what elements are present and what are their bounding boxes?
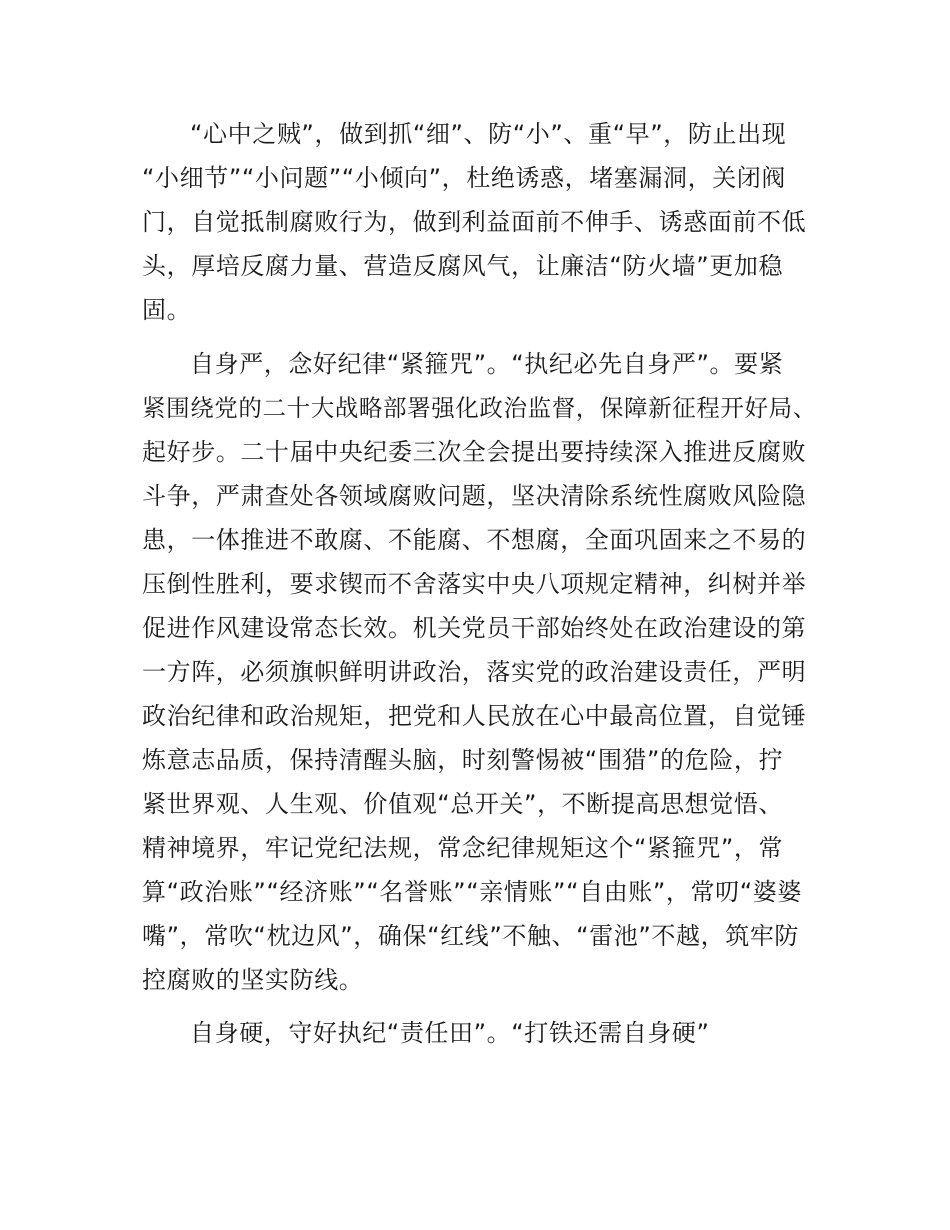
paragraph-line: 紧世界观、人生观、价值观“总开关”，不断提高思想觉悟、 [142, 790, 784, 818]
paragraph-line: 嘴”，常吹“枕边风”，确保“红线”不触、“雷池”不越，筑牢防 [142, 922, 800, 950]
paragraph-line: 政治纪律和政治规矩，把党和人民放在心中最高位置，自觉锤 [142, 702, 807, 730]
paragraph-line: 患，一体推进不敢腐、不能腐、不想腐，全面巩固来之不易的 [142, 526, 807, 554]
paragraph-line: 斗争，严肃查处各领域腐败问题，坚决清除系统性腐败风险隐 [142, 482, 807, 510]
paragraph-line: 算“政治账”“经济账”“名誉账”“亲情账”“自由账”，常叨“婆婆 [142, 878, 802, 906]
paragraph-line: 炼意志品质，保持清醒头脑，时刻警惕被“围猎”的危险，拧 [142, 746, 784, 774]
paragraph-line: 控腐败的坚实防线。 [142, 966, 364, 994]
paragraph-line: 促进作风建设常态长效。机关党员干部始终处在政治建设的第 [142, 614, 807, 642]
paragraph-line: 紧围绕党的二十大战略部署强化政治监督，保障新征程开好局、 [142, 394, 817, 422]
paragraph-line: “心中之贼”，做到抓“细”、防“小”、重“早”，防止出现 [190, 120, 787, 148]
paragraph-line: 自身严，念好纪律“紧箍咒”。“执纪必先自身严”。要紧 [190, 350, 784, 378]
paragraph-line: 固。 [142, 296, 192, 324]
paragraph-line: 压倒性胜利，要求锲而不舍落实中央八项规定精神，纠树并举 [142, 570, 807, 598]
paragraph-line: 起好步。二十届中央纪委三次全会提出要持续深入推进反腐败 [142, 438, 807, 466]
paragraph-line: 一方阵，必须旗帜鲜明讲政治，落实党的政治建设责任，严明 [142, 658, 807, 686]
paragraph-line: 自身硬，守好执纪“责任田”。“打铁还需自身硬” [190, 1019, 710, 1047]
paragraph-line: 精神境界，牢记党纪法规，常念纪律规矩这个“紧箍咒”，常 [142, 834, 784, 862]
paragraph-line: 头，厚培反腐力量、营造反腐风气，让廉洁“防火墙”更加稳 [142, 252, 784, 280]
paragraph-line: “小细节”“小问题”“小倾向”，杜绝诱惑，堵塞漏洞，关闭阀 [142, 164, 786, 192]
paragraph-line: 门，自觉抵制腐败行为，做到利益面前不伸手、诱惑面前不低 [142, 208, 807, 236]
